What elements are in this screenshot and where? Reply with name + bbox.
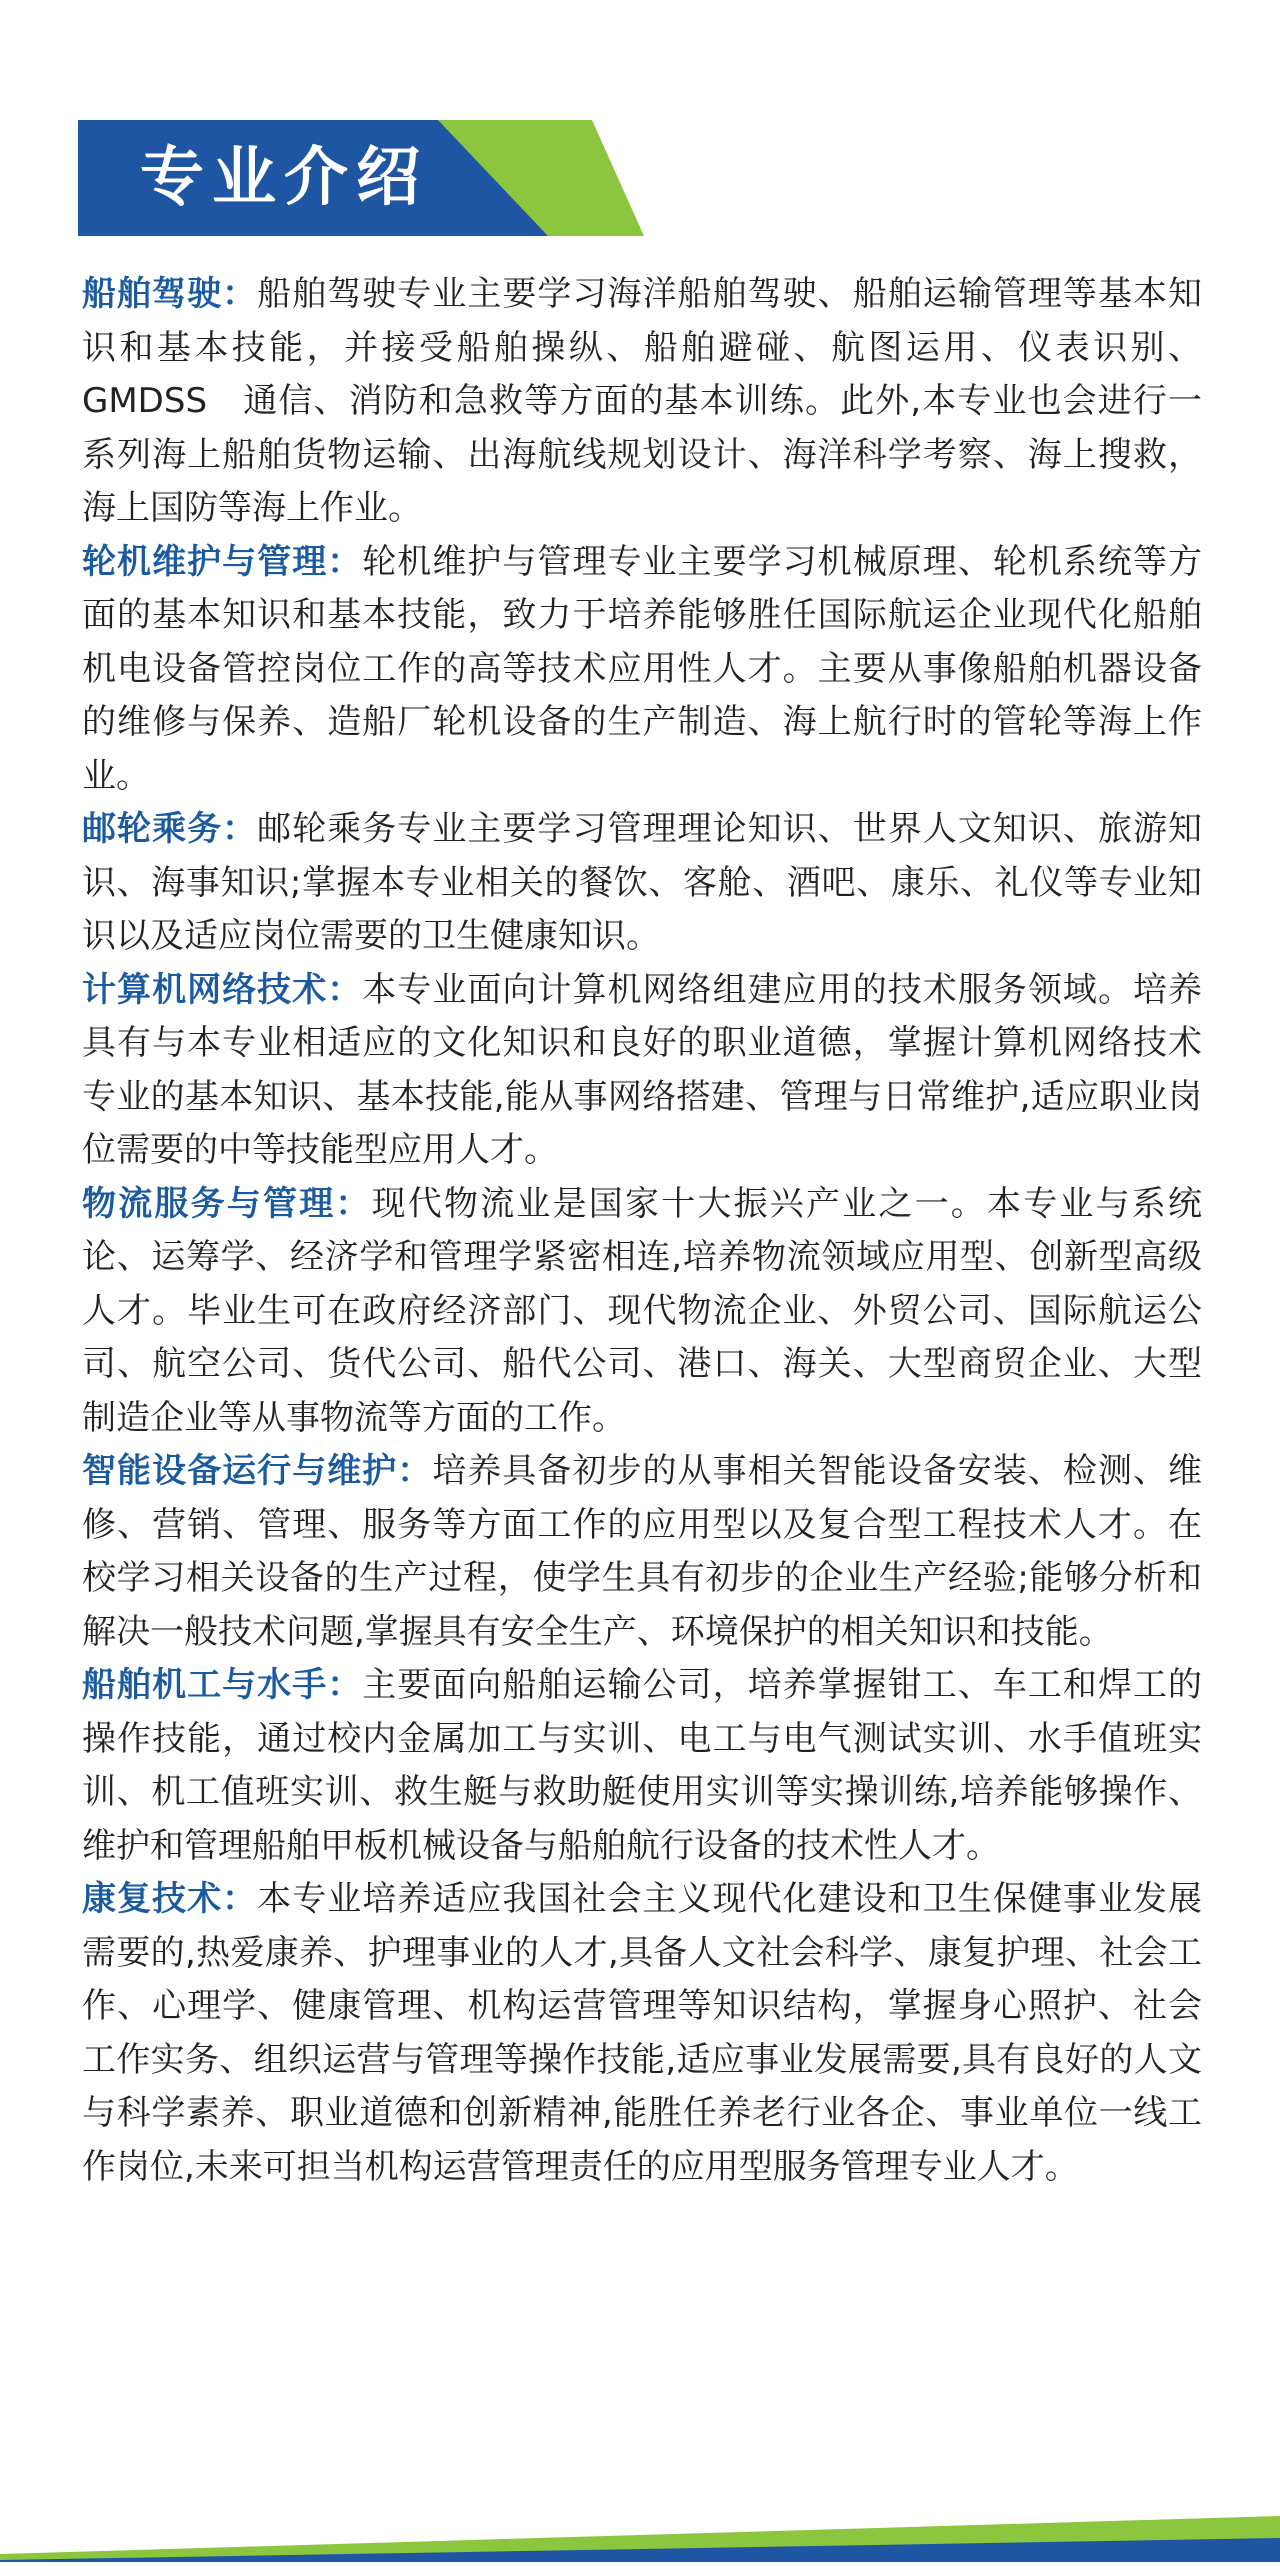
page-title: 专业介绍 [140,141,428,215]
program-title: 物流服务与管理： [82,1183,372,1224]
program-section [82,1178,1202,1446]
program-section [82,1659,1202,1873]
program-description: 本专业面向计算机网络组建应用的技术服务领域。培养具有与本专业相适应的文化知识和良好的职业道德，掌握计算机网络技术专业的基本知识、基本技能,能从事网络搭建、管理与日常维护,适应职业岗位需要的中等技能型应用人才。 [82,969,1203,1170]
program-description: 船舶驾驶专业主要学习海洋船舶驾驶、船舶运输管理等基本知识和基本技能，并接受船舶操纵、船舶避碰、航图运用、仪表识别、GMDSS 通信、消防和急救等方面的基本训练。此外,本专业也会进行一系列海上船舶货物运输、出海航线规划设计、海洋科学考察、海上搜救，海上国防等海上作业。 [82,274,1203,528]
program-section [82,1873,1202,2194]
program-title: 康复技术： [82,1879,258,1919]
program-title: 邮轮乘务： [82,809,258,849]
program-title: 智能设备运行与维护： [82,1451,433,1491]
program-description: 培养具备初步的从事相关智能设备安装、检测、维修、营销、管理、服务等方面工作的应用型以及复合型工程技术人才。在校学习相关设备的生产过程，使学生具有初步的企业生产经验;能够分析和解决一般技术问题,掌握具有安全生产、环境保护的相关知识和技能。 [82,1451,1203,1652]
program-title: 船舶机工与水手： [82,1665,363,1705]
footer-band [0,2502,1280,2562]
program-list [82,268,1202,2194]
program-description: 现代物流业是国家十大振兴产业之一。本专业与系统论、运筹学、经济学和管理学紧密相连,培养物流领域应用型、创新型高级人才。毕业生可在政府经济部门、现代物流企业、外贸公司、国际航运公司、航空公司、货代公司、船代公司、港口、海关、大型商贸企业、大型制造企业等从事物流等方面的工作。 [82,1183,1203,1438]
program-description: 本专业培养适应我国社会主义现代化建设和卫生保健事业发展需要的,热爱康养、护理事业的人才,具备人文社会科学、康复护理、社会工作、心理学、健康管理、机构运营管理等知识结构，掌握身心照护、社会工作实务、组织运营与管理等操作技能,适应事业发展需要,具有良好的人文与科学素养、职业道德和创新精神,能胜任养老行业各企、事业单位一线工作岗位,未来可担当机构运营管理责任的应用型服务管理专业人才。 [82,1879,1203,2187]
program-title: 轮机维护与管理： [82,541,363,582]
program-section [82,536,1202,804]
program-section [82,1445,1202,1659]
program-description: 邮轮乘务专业主要学习管理理论知识、世界人文知识、旅游知识、海事知识;掌握本专业相关的餐饮、客舱、酒吧、康乐、礼仪等专业知识以及适应岗位需要的卫生健康知识。 [82,809,1203,956]
title-banner [78,120,644,236]
footer-band-shape [0,2502,1280,2562]
program-description: 主要面向船舶运输公司，培养掌握钳工、车工和焊工的操作技能，通过校内金属加工与实训、电工与电气测试实训、水手值班实训、机工值班实训、救生艇与救助艇使用实训等实操训练,培养能够操作、维护和管理船舶甲板机械设备与船舶航行设备的技术性人才。 [82,1665,1203,1866]
program-section [82,964,1202,1178]
program-description: 轮机维护与管理专业主要学习机械原理、轮机系统等方面的基本知识和基本技能，致力于培养能够胜任国际航运企业现代化船舶机电设备管控岗位工作的高等技术应用性人才。主要从事像船舶机器设备的维修与保养、造船厂轮机设备的生产制造、海上航行时的管轮等海上作业。 [82,541,1203,796]
program-section [82,268,1202,536]
program-section [82,803,1202,964]
program-title: 计算机网络技术： [82,969,363,1010]
program-title: 船舶驾驶： [82,274,258,314]
